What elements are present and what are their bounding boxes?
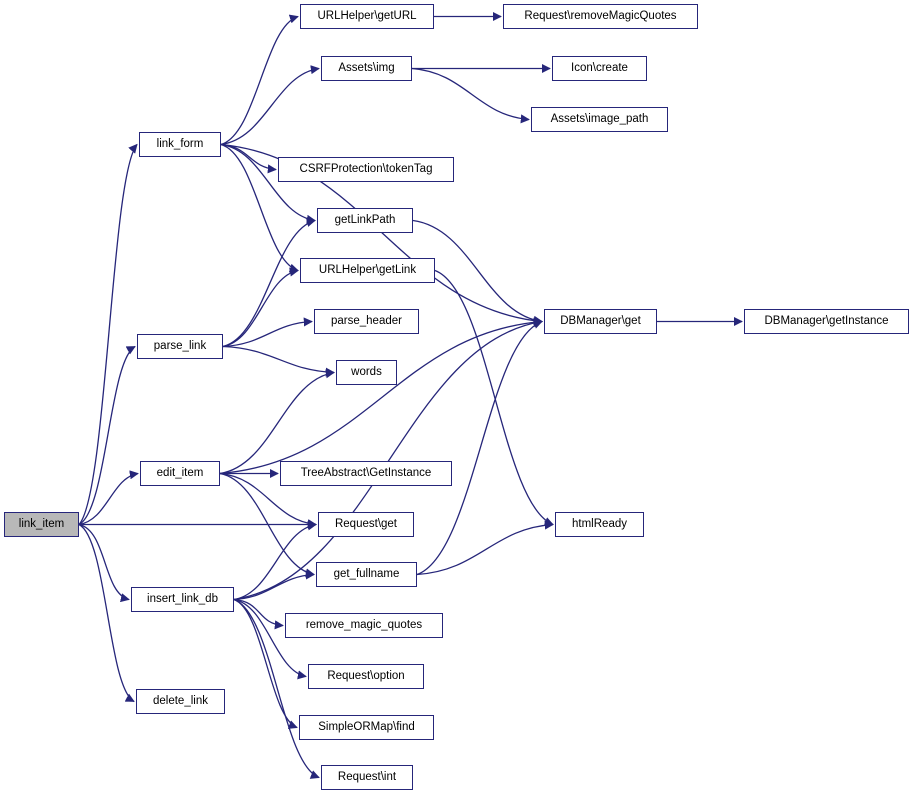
node-label: DBManager\get xyxy=(560,314,641,327)
node-label: remove_magic_quotes xyxy=(305,618,423,631)
node-label: URLHelper\getURL xyxy=(317,9,417,22)
edge-link_item-to-parse_link xyxy=(79,347,135,525)
edge-parse_link-to-urlhelper_getlink xyxy=(223,271,298,347)
graph-node-icon-create[interactable] xyxy=(552,56,647,81)
graph-node-edit-item[interactable] xyxy=(140,461,220,486)
node-label: SimpleORMap\find xyxy=(318,720,415,733)
edge-parse_link-to-words xyxy=(223,347,334,373)
graph-node-words[interactable] xyxy=(336,360,397,385)
node-label: DBManager\getInstance xyxy=(764,314,889,327)
graph-node-urlhelper-getlink[interactable] xyxy=(300,258,435,283)
edge-link_item-to-delete_link xyxy=(79,525,134,702)
graph-node-link-form[interactable] xyxy=(139,132,221,157)
edge-link_item-to-insert_link_db xyxy=(79,525,129,600)
node-label: parse_header xyxy=(331,314,402,327)
node-label: Request\int xyxy=(337,770,397,783)
graph-node-htmlready[interactable] xyxy=(555,512,644,537)
node-label: TreeAbstract\GetInstance xyxy=(300,466,432,479)
graph-node-delete-link[interactable] xyxy=(136,689,225,714)
edge-parse_link-to-getlinkpath xyxy=(223,221,315,347)
node-label: Assets\img xyxy=(338,61,395,74)
node-label: Icon\create xyxy=(571,61,628,74)
edge-edit_item-to-dbmanager_get xyxy=(220,322,542,474)
node-label: words xyxy=(351,365,382,378)
graph-node-assets-image-path[interactable] xyxy=(531,107,668,132)
graph-node-getlinkpath[interactable] xyxy=(317,208,413,233)
edge-link_item-to-edit_item xyxy=(79,474,138,525)
edge-link_form-to-urlhelper_geturl xyxy=(221,17,298,145)
node-label: URLHelper\getLink xyxy=(318,263,417,276)
graph-node-request-int[interactable] xyxy=(321,765,413,790)
edge-parse_link-to-parse_header xyxy=(223,322,312,347)
graph-node-link-item[interactable] xyxy=(4,512,79,537)
graph-node-urlhelper-geturl[interactable] xyxy=(300,4,434,29)
edge-get_fullname-to-dbmanager_get xyxy=(417,322,542,575)
edge-edit_item-to-words xyxy=(220,373,334,474)
node-label: Request\option xyxy=(327,669,405,682)
node-label: delete_link xyxy=(153,694,208,707)
node-label: getLinkPath xyxy=(334,213,396,226)
graph-node-assets-img[interactable] xyxy=(321,56,412,81)
edge-urlhelper_getlink-to-htmlready xyxy=(435,271,553,525)
node-label: CSRFProtection\tokenTag xyxy=(299,162,433,175)
node-label: Request\get xyxy=(334,517,397,530)
node-label: Assets\image_path xyxy=(550,112,649,125)
graph-node-parse-link[interactable] xyxy=(137,334,223,359)
graph-node-request-removemagicquotes[interactable] xyxy=(503,4,698,29)
graph-node-get-fullname[interactable] xyxy=(316,562,417,587)
node-label: parse_link xyxy=(153,339,207,352)
graph-node-simpleormap-find[interactable] xyxy=(299,715,434,740)
node-label: insert_link_db xyxy=(147,592,218,605)
graph-node-insert-link-db[interactable] xyxy=(131,587,234,612)
graph-node-dbmanager-get[interactable] xyxy=(544,309,657,334)
graph-node-csrf-tokentag[interactable] xyxy=(278,157,454,182)
graph-node-treeabstract-getinstance[interactable] xyxy=(280,461,452,486)
node-label: link_item xyxy=(18,517,65,530)
graph-node-dbmanager-getinstance[interactable] xyxy=(744,309,909,334)
node-label: get_fullname xyxy=(333,567,400,580)
edge-get_fullname-to-htmlready xyxy=(417,525,553,575)
node-label: Request\removeMagicQuotes xyxy=(524,9,677,22)
node-label: link_form xyxy=(156,137,204,150)
graph-node-parse-header[interactable] xyxy=(314,309,419,334)
graph-node-remove-magic-quotes[interactable] xyxy=(285,613,443,638)
graph-node-request-option[interactable] xyxy=(308,664,424,689)
edge-link_form-to-getlinkpath xyxy=(221,145,315,221)
graph-node-request-get[interactable] xyxy=(318,512,414,537)
edge-link_item-to-link_form xyxy=(79,145,137,525)
node-label: edit_item xyxy=(156,466,204,479)
node-label: htmlReady xyxy=(572,517,627,530)
edge-assets_img-to-assets_image_path xyxy=(412,69,529,120)
